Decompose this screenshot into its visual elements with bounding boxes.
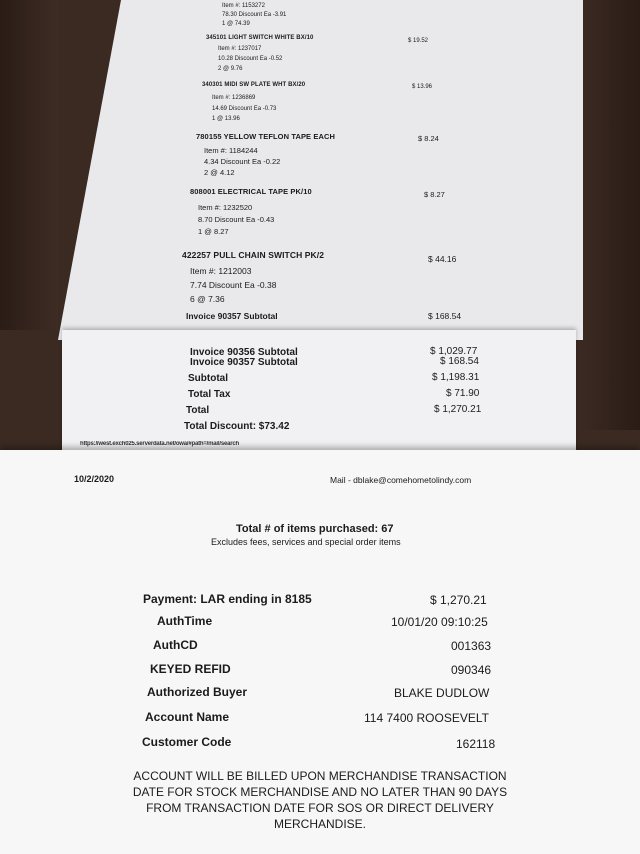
item-number: Item #: 1236869 xyxy=(212,95,256,101)
item-price: $ 19.52 xyxy=(408,38,429,44)
receipt-sheet-top xyxy=(58,0,583,340)
authcd-value: 001363 xyxy=(451,639,492,653)
total-label: Total xyxy=(186,405,210,416)
item-qty: 1 @ 13.96 xyxy=(212,116,240,122)
item-price: $ 8.27 xyxy=(424,190,445,199)
print-date: 10/2/2020 xyxy=(74,474,115,484)
invoice-subtotal-label: Invoice 90357 Subtotal xyxy=(186,311,278,321)
item-discount: 78.30 Discount Ea -3.91 xyxy=(222,12,287,18)
subtotal-label: Subtotal xyxy=(188,373,228,384)
subtotal-value: $ 1,198.31 xyxy=(432,372,480,383)
item-qty: 1 @ 8.27 xyxy=(198,227,229,236)
billing-notice: ACCOUNT WILL BE BILLED UPON MERCHANDISE TRANSACTION DATE FOR STOCK MERCHANDISE AND NO LATER THAN 90 DAYS FROM TRANSACTION DATE FOR SOS OR DIRECT DELIVERY MERCHANDISE. xyxy=(132,769,508,831)
invoice-1-subtotal-label: Invoice 90356 Subtotal xyxy=(190,347,298,358)
customer-code-label: Customer Code xyxy=(142,735,232,749)
item-description: 780155 YELLOW TEFLON TAPE EACH xyxy=(196,132,335,141)
item-qty: 1 @ 74.39 xyxy=(222,21,250,27)
item-discount: 14.69 Discount Ea -0.73 xyxy=(212,106,277,112)
account-name-label: Account Name xyxy=(145,710,230,724)
item-description: 422257 PULL CHAIN SWITCH PK/2 xyxy=(182,250,325,260)
browser-url-footer: https://west.exch025.serverdata.net/owa/#path=/mail/search xyxy=(80,441,239,447)
item-discount: 10.28 Discount Ea -0.52 xyxy=(218,56,283,62)
item-discount: 8.70 Discount Ea -0.43 xyxy=(198,215,275,224)
total-value: $ 1,270.21 xyxy=(434,404,482,415)
authorized-buyer-value: BLAKE DUDLOW xyxy=(394,686,490,700)
item-description: 808001 ELECTRICAL TAPE PK/10 xyxy=(190,187,312,196)
account-name-value: 114 7400 ROOSEVELT xyxy=(364,711,489,725)
items-excludes-note: Excludes fees, services and special order items xyxy=(211,537,401,547)
subtotal-sheet xyxy=(62,330,576,455)
authtime-value: 10/01/20 09:10:25 xyxy=(391,615,488,629)
invoice-1-subtotal-value: $ 1,029.77 xyxy=(430,346,478,357)
payment-label: Payment: LAR ending in 8185 xyxy=(143,592,312,606)
keyed-refid-value: 090346 xyxy=(451,663,492,677)
table-surface-left xyxy=(0,0,58,330)
item-number: Item #: 1184244 xyxy=(204,146,258,155)
invoice-2-subtotal-label: Invoice 90357 Subtotal xyxy=(190,357,298,368)
keyed-refid-label: KEYED REFID xyxy=(150,662,231,676)
items-purchased: Total # of items purchased: 67 xyxy=(236,523,394,535)
total-tax-value: $ 71.90 xyxy=(446,388,480,399)
item-description: 340301 MIDI SW PLATE WHT BX/20 xyxy=(202,82,306,88)
item-number: Item #: 1237017 xyxy=(218,46,262,52)
item-number: Item #: 1153272 xyxy=(222,3,265,9)
item-discount: 4.34 Discount Ea -0.22 xyxy=(204,157,281,166)
payment-value: $ 1,270.21 xyxy=(430,593,487,607)
authorized-buyer-label: Authorized Buyer xyxy=(147,685,248,699)
item-qty: 6 @ 7.36 xyxy=(190,294,225,304)
invoice-2-subtotal-value: $ 168.54 xyxy=(440,356,479,367)
mail-header: Mail - dblake@comehometolindy.com xyxy=(330,475,472,485)
item-number: Item #: 1232520 xyxy=(198,203,253,212)
item-number: Item #: 1212003 xyxy=(190,266,252,276)
item-price: $ 44.16 xyxy=(428,254,457,264)
item-price: $ 13.96 xyxy=(412,84,433,90)
authcd-label: AuthCD xyxy=(153,638,198,652)
customer-code-value: 162118 xyxy=(456,737,496,751)
total-discount: Total Discount: $73.42 xyxy=(184,421,290,432)
invoice-subtotal-value: $ 168.54 xyxy=(428,311,462,321)
item-qty: 2 @ 4.12 xyxy=(204,168,235,177)
item-discount: 7.74 Discount Ea -0.38 xyxy=(190,280,277,290)
authtime-label: AuthTime xyxy=(157,614,213,628)
item-price: $ 8.24 xyxy=(418,134,439,143)
item-qty: 2 @ 9.76 xyxy=(218,66,243,72)
item-description: 345101 LIGHT SWITCH WHITE BX/10 xyxy=(206,35,314,41)
total-tax-label: Total Tax xyxy=(188,389,231,400)
